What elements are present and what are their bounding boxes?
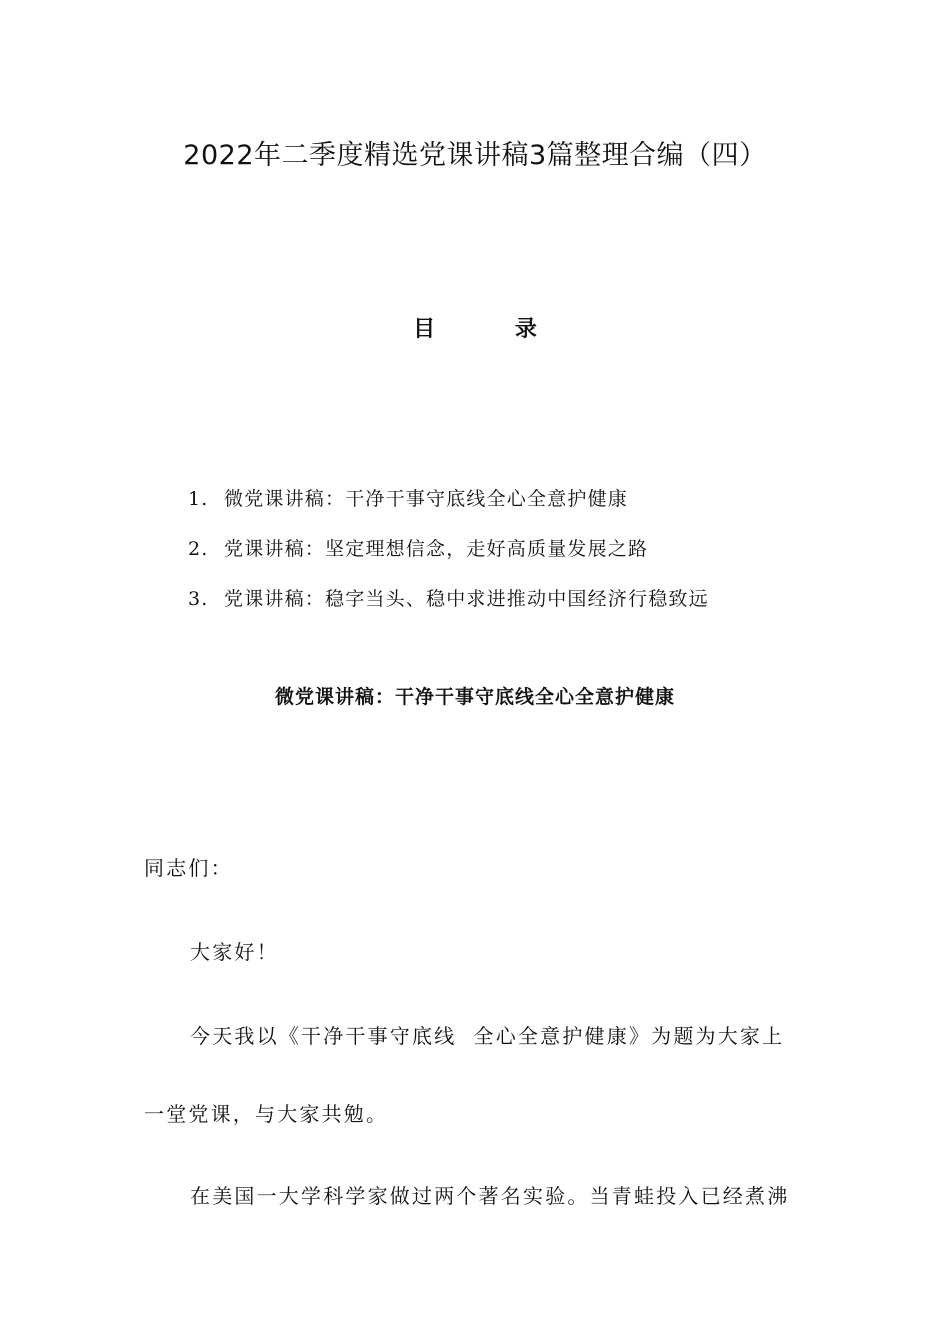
toc-item-number: 2.	[188, 538, 209, 560]
paragraph-line: 今天我以《干净干事守底线 全心全意护健康》为题为大家上	[190, 1024, 785, 1048]
toc-item-number: 1.	[188, 488, 209, 510]
document-title: 2022年二季度精选党课讲稿3篇整理合编（四）	[183, 140, 767, 171]
salutation: 同志们：	[144, 856, 233, 880]
section-heading: 微党课讲稿：干净干事守底线全心全意护健康	[274, 686, 675, 708]
toc-item-number: 3.	[188, 588, 209, 610]
toc-item-1[interactable]	[188, 484, 709, 534]
table-of-contents	[188, 484, 709, 634]
toc-item-label: 党课讲稿：稳字当头、稳中求进推动中国经济行稳致远	[224, 588, 709, 610]
paragraph-line: 在美国一大学科学家做过两个著名实验。当青蛙投入已经煮沸	[190, 1184, 790, 1208]
toc-item-3[interactable]	[188, 584, 709, 634]
paragraph-line: 一堂党课，与大家共勉。	[144, 1102, 389, 1126]
toc-heading: 目 录	[413, 317, 573, 342]
toc-item-2[interactable]	[188, 534, 709, 584]
greeting: 大家好！	[190, 940, 279, 964]
toc-item-label: 党课讲稿：坚定理想信念，走好高质量发展之路	[224, 538, 649, 560]
toc-item-label: 微党课讲稿：干净干事守底线全心全意护健康	[224, 488, 629, 510]
